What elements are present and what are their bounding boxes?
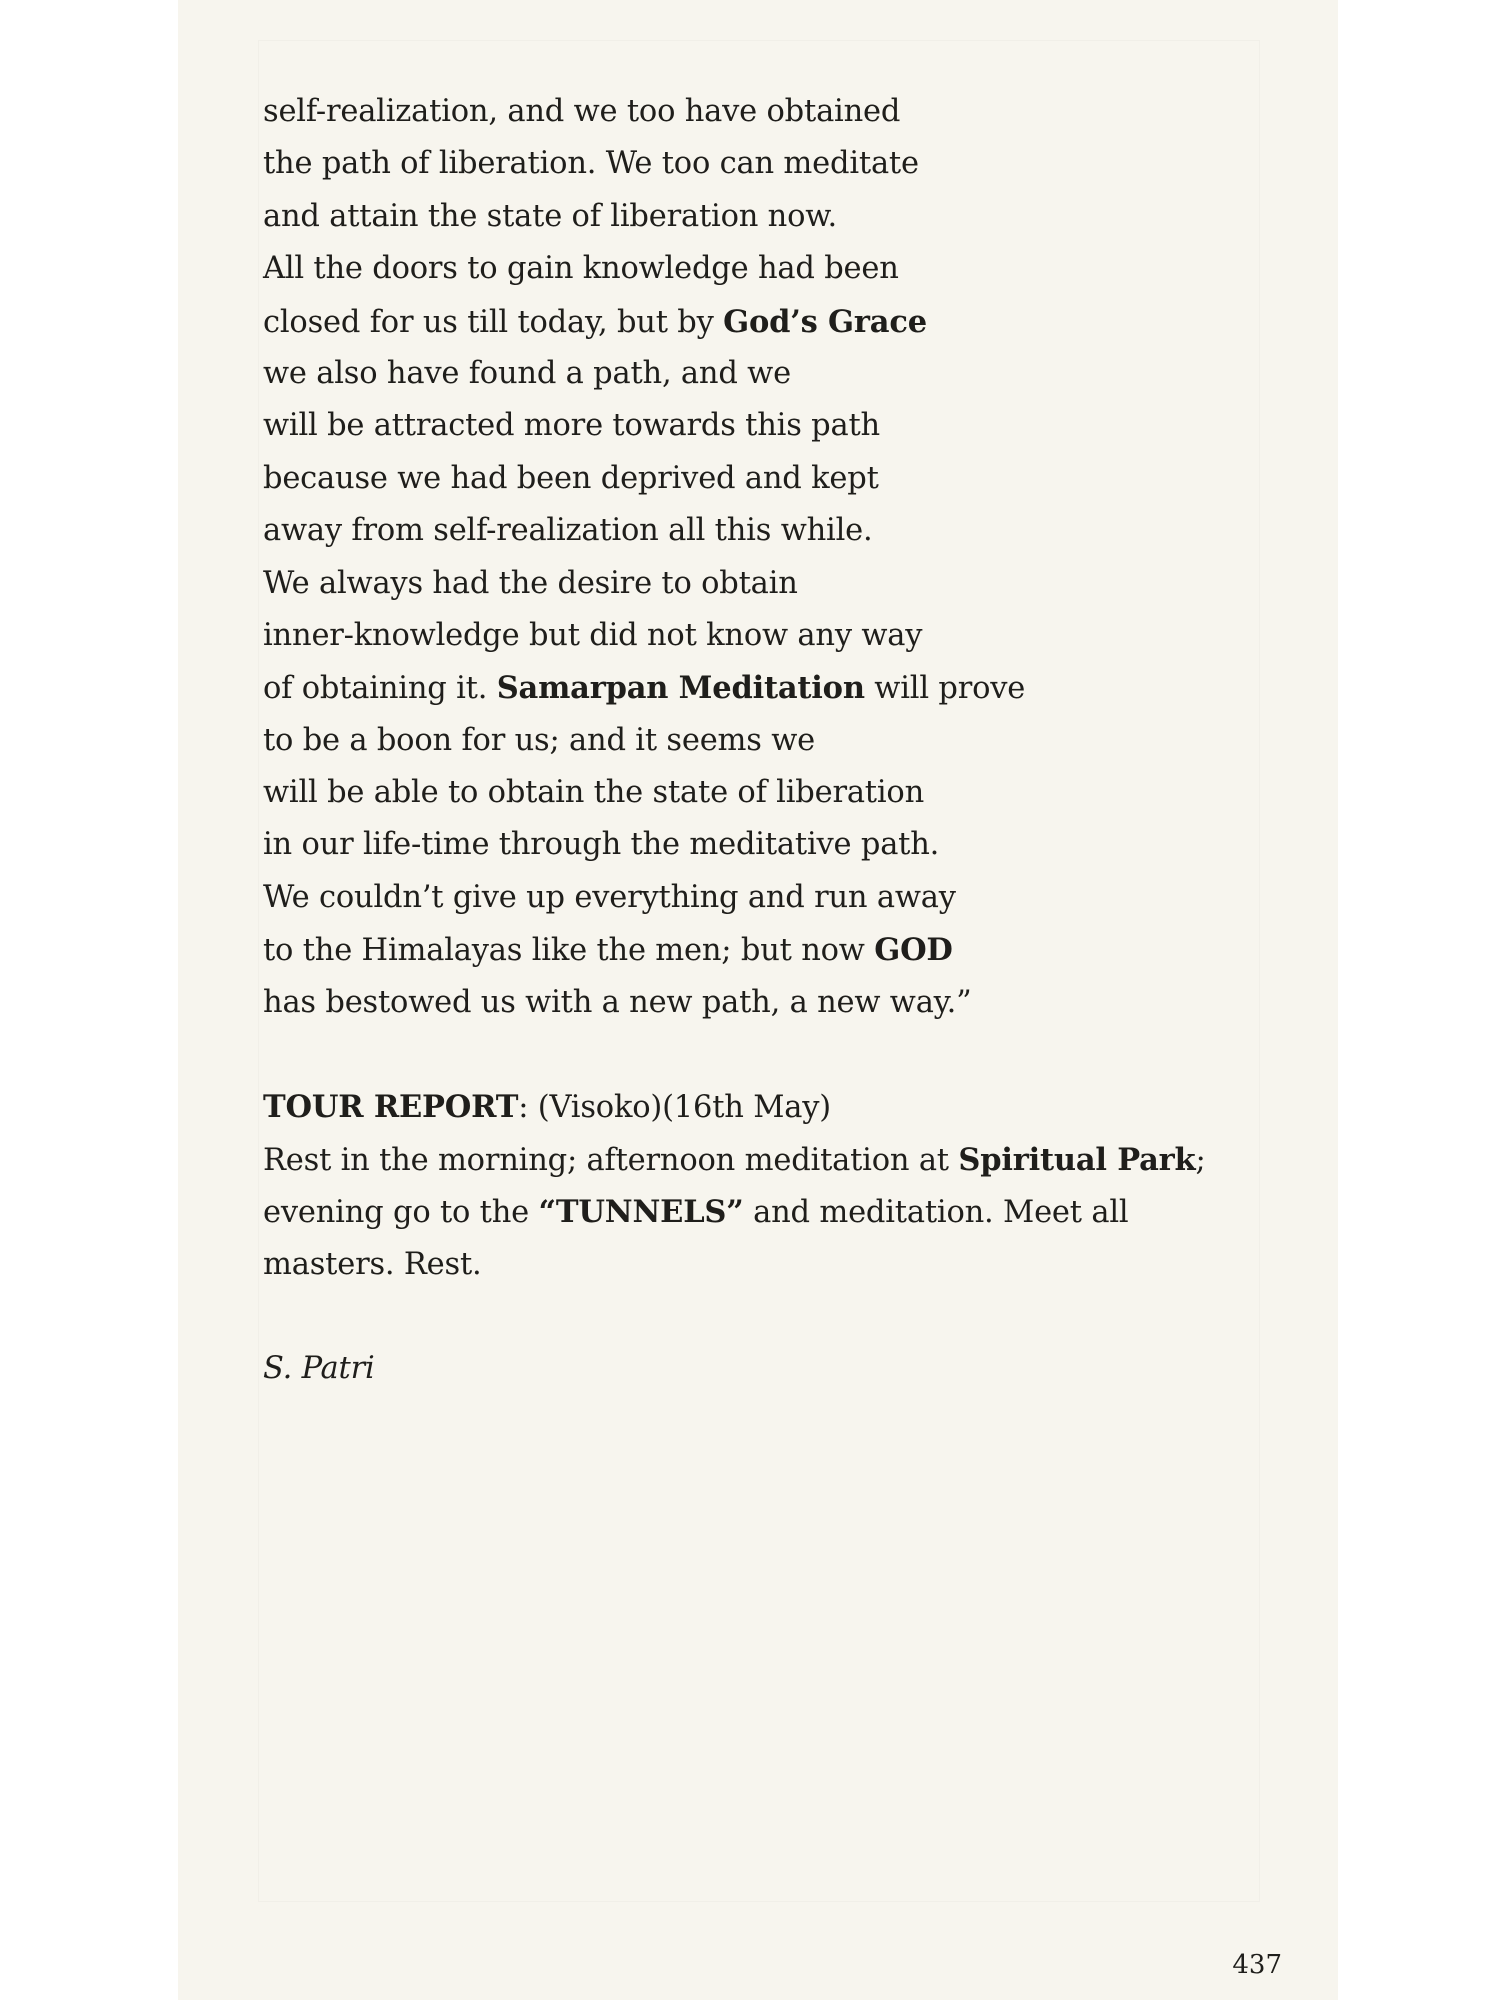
text-line: inner-knowledge but did not know any way: [263, 617, 923, 653]
tour-report-label: TOUR REPORT: [263, 1089, 519, 1126]
text-line: we also have found a path, and we: [263, 355, 791, 391]
tour-report-header: TOUR REPORT: (Visoko)(16th May): [263, 1089, 831, 1126]
text-line: closed for us till today, but by God’s Grace: [263, 303, 927, 340]
text-line: in our life-time through the meditative path.: [263, 827, 940, 863]
bold-phrase: “TUNNELS”: [538, 1194, 744, 1231]
text-line: has bestowed us with a new path, a new way.”: [263, 984, 972, 1020]
text-line: the path of liberation. We too can meditate: [263, 146, 919, 182]
bold-phrase: GOD: [874, 932, 953, 969]
signature: S. Patri: [263, 1351, 375, 1387]
text-line: We always had the desire to obtain: [263, 565, 798, 601]
text-line: to the Himalayas like the men; but now GOD: [263, 932, 953, 969]
bold-phrase: Spiritual Park: [958, 1141, 1196, 1178]
text-line: evening go to the “TUNNELS” and meditation. Meet all: [263, 1194, 1129, 1231]
bold-phrase: Samarpan Meditation: [496, 670, 865, 707]
text-line: to be a boon for us; and it seems we: [263, 722, 815, 758]
text-line: will be able to obtain the state of liberation: [263, 775, 925, 811]
text-line: and attain the state of liberation now.: [263, 198, 838, 234]
text-line: We couldn’t give up everything and run away: [263, 879, 956, 915]
text-line: away from self-realization all this while.: [263, 513, 873, 549]
book-page: [178, 0, 1338, 2000]
paragraph-gap: [263, 1029, 1323, 1081]
text-line: masters. Rest.: [263, 1246, 482, 1282]
text-line: because we had been deprived and kept: [263, 460, 879, 496]
page-number: 437: [1232, 1950, 1282, 1980]
text-line: will be attracted more towards this path: [263, 408, 880, 444]
paragraph-gap: [263, 1291, 1323, 1343]
text-line: of obtaining it. Samarpan Meditation will prove: [263, 670, 1026, 707]
text-line: self-realization, and we too have obtained: [263, 94, 901, 129]
text-line: Rest in the morning; afternoon meditation at Spiritual Park;: [263, 1141, 1206, 1178]
text-line: All the doors to gain knowledge had been: [263, 251, 899, 287]
page-text: [263, 86, 1323, 1396]
bold-phrase: God’s Grace: [723, 303, 927, 340]
